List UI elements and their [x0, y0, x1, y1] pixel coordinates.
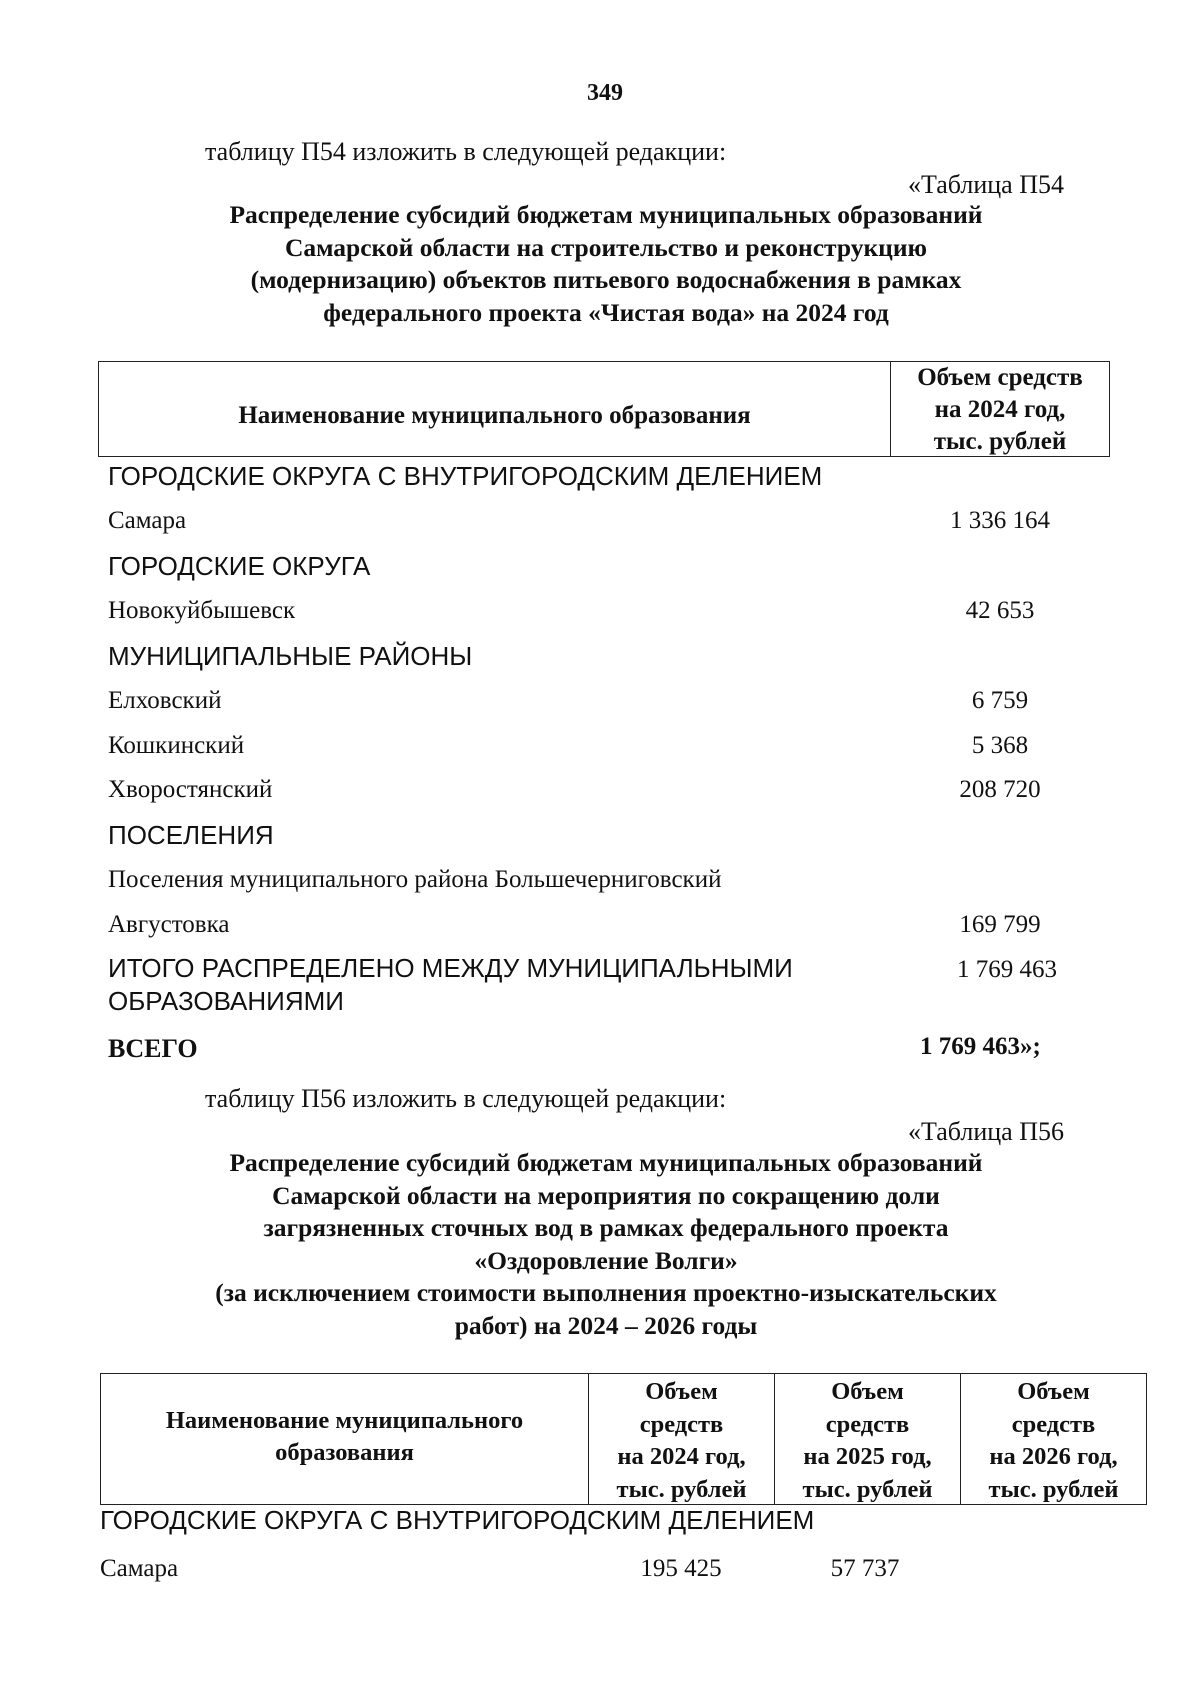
header-line: образования — [275, 1439, 414, 1466]
header-line: тыс. рублей — [933, 428, 1067, 455]
table-row-label: Самара — [100, 1555, 179, 1582]
header-line: Объем — [831, 1378, 904, 1405]
table-row-value: 6 759 — [971, 687, 1029, 714]
table-row-label: Августовка — [108, 911, 230, 938]
page-number: 349 — [587, 80, 623, 106]
table-row-value: 42 653 — [965, 597, 1035, 624]
header-line: средств — [825, 1410, 910, 1438]
title-line: загрязненных сточных вод в рамках федерального проекта — [263, 1213, 949, 1242]
header-name-column — [101, 1374, 589, 1504]
title-line: (за исключением стоимости выполнения проектно-изыскательских — [215, 1278, 997, 1307]
total-line: ОБРАЗОВАНИЯМИ — [108, 986, 344, 1016]
section-row-label: ГОРОДСКИЕ ОКРУГА С ВНУТРИГОРОДСКИМ ДЕЛЕНИЕМ — [108, 461, 823, 491]
title-line: Распределение субсидий бюджетам муниципальных образований — [229, 1148, 983, 1177]
total-line: ИТОГО РАСПРЕДЕЛЕНО МЕЖДУ МУНИЦИПАЛЬНЫМИ — [108, 953, 793, 983]
header-amount-column — [891, 362, 1109, 456]
table-row-label: Самара — [108, 507, 187, 534]
title-line: Самарской области на мероприятия по сокращению доли — [272, 1180, 940, 1210]
grand-total-label: ВСЕГО — [108, 1034, 198, 1063]
table-header-p56 — [100, 1373, 1147, 1505]
section-row-label: ГОРОДСКИЕ ОКРУГА С ВНУТРИГОРОДСКИМ ДЕЛЕНИЕМ — [100, 1505, 815, 1535]
header-line: тыс. рублей — [616, 1475, 747, 1503]
header-2024-column — [589, 1374, 775, 1504]
table-label-p54: «Таблица П54 — [908, 170, 1064, 199]
table-row-label: Поселения муниципального района Большечерниговский — [108, 866, 722, 893]
header-line: Объем — [645, 1378, 718, 1405]
header-line: на 2025 год, — [803, 1443, 932, 1470]
table-row-value: 1 336 164 — [950, 507, 1050, 534]
header-line: на 2026 год, — [989, 1443, 1118, 1470]
table-row-value-2024: 195 425 — [640, 1555, 722, 1582]
table-row-value: 5 368 — [971, 732, 1029, 759]
header-line: Объем — [1017, 1378, 1090, 1405]
table-label-p56: «Таблица П56 — [908, 1117, 1064, 1146]
table-row-value: 208 720 — [959, 776, 1041, 803]
distributed-total-value: 1 769 463 — [957, 956, 1057, 983]
table-row-label: Елховский — [108, 687, 222, 714]
header-line: тыс. рублей — [988, 1475, 1119, 1503]
instruction-p56: таблицу П56 изложить в следующей редакции: — [205, 1084, 727, 1113]
header-line: средств — [1011, 1410, 1096, 1438]
section-row-label: МУНИЦИПАЛЬНЫЕ РАЙОНЫ — [108, 641, 473, 671]
header-2025-column — [775, 1374, 961, 1504]
title-line: (модернизацию) объектов питьевого водоснабжения в рамках — [250, 265, 962, 294]
header-line: на 2024 год, — [934, 396, 1066, 423]
table-row-label: Новокуйбышевск — [108, 597, 296, 624]
header-line: Наименование муниципального — [165, 1406, 524, 1434]
table-title-p56 — [100, 1147, 1112, 1342]
header-name-column: Наименование муниципального образования — [99, 362, 891, 456]
title-line: федерального проекта «Чистая вода» на 2024 год — [323, 297, 889, 327]
header-line: средств — [639, 1410, 724, 1438]
title-line: Распределение субсидий бюджетам муниципальных образований — [229, 200, 983, 229]
table-row-label: Кошкинский — [108, 732, 245, 759]
title-line: Самарской области на строительство и реконструкцию — [284, 232, 928, 262]
distributed-total-label — [108, 952, 793, 1018]
header-2026-column — [961, 1374, 1146, 1504]
table-row-value-2025: 57 737 — [830, 1555, 900, 1582]
header-line: Объем средств — [917, 364, 1083, 391]
table-row-label: Хворостянский — [108, 776, 273, 803]
header-line: тыс. рублей — [802, 1475, 933, 1503]
table-title-p54 — [100, 199, 1112, 329]
table-row-value: 169 799 — [959, 911, 1041, 938]
instruction-p54: таблицу П54 изложить в следующей редакции: — [205, 137, 727, 166]
title-line: «Оздоровление Волги» — [474, 1245, 738, 1275]
table-header-p54 — [98, 361, 1110, 457]
title-line: работ) на 2024 – 2026 годы — [454, 1310, 758, 1340]
section-row-label: ПОСЕЛЕНИЯ — [108, 820, 274, 850]
header-line: на 2024 год, — [617, 1443, 746, 1470]
grand-total-value: 1 769 463»; — [920, 1033, 1041, 1060]
section-row-label: ГОРОДСКИЕ ОКРУГА — [108, 551, 371, 581]
